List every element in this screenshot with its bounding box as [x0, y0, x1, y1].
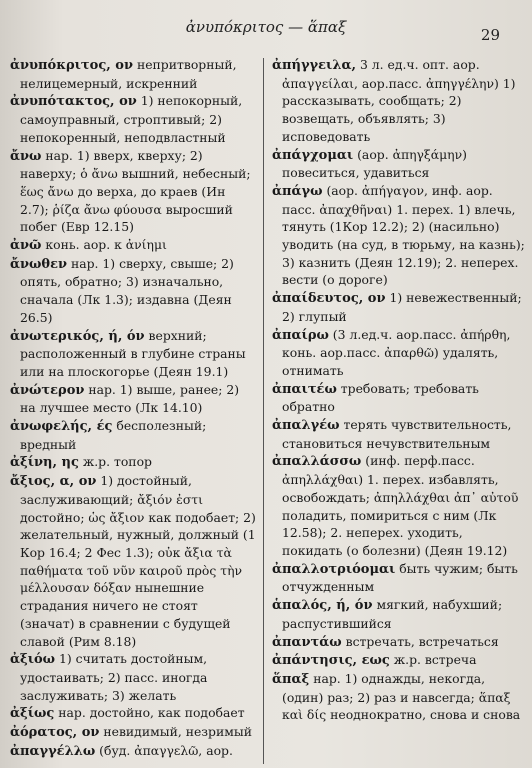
- dictionary-entry: [10, 417, 256, 453]
- dictionary-entry: [272, 326, 526, 380]
- entry-headword: ἀνώτερον: [10, 382, 85, 398]
- running-title: ἀνυπόκριτος — ἅπαξ: [185, 18, 347, 36]
- entry-definition: конь. аор. к ἀνίημι: [45, 237, 167, 253]
- entry-headword: ἀπήγγειλα,: [272, 58, 356, 73]
- dictionary-entry: [272, 182, 526, 289]
- entry-definition: встречать, встречаться: [345, 633, 499, 649]
- entry-headword: ἀπάντησις, εως: [272, 653, 390, 669]
- dictionary-entry: [10, 327, 256, 381]
- entry-definition: нар. 1) однажды, некогда, (один) раз; 2) раз и навсегда; ἅπαξ καὶ δίς неоднократно, снова и снова: [282, 670, 521, 723]
- entry-definition: (3 л.ед.ч. аор.пасс. ἀπήρθη, конь. аор.пасс. ἀπαρθῶ) удалять, отнимать: [282, 326, 511, 378]
- dictionary-entry: [10, 650, 256, 704]
- dictionary-entry: [272, 56, 526, 146]
- entry-definition: быть чужим; быть отчужденным: [282, 560, 518, 595]
- entry-definition: невидимый, незримый: [103, 724, 253, 740]
- entry-definition: 1) считать достойным, удостаивать; 2) пасс. иногда заслуживать; 3) желать: [20, 651, 208, 703]
- entry-definition: непритворный, нелицемерный, искренний: [20, 57, 237, 91]
- entry-headword: ἀνωφελής, ές: [10, 419, 113, 435]
- entry-definition: нар. 1) выше, ранее; 2) на лучшее место (Лк 14.10): [20, 381, 240, 416]
- entry-definition: нар. 1) сверху, свыше; 2) опять, обратно; 3) изначально, сначала (Лк 1.3); издавна (Деян 26.5): [20, 255, 234, 325]
- entry-definition: нар. 1) вверх, кверху; 2) наверху; ὁ ἄνω вышний, небесный; ἕως ἄνω до верха, до краев (Ин 2.7); ῥίζα ἄνω φύουσα выросший побег (Евр 12.15): [20, 147, 251, 235]
- page-number: 29: [480, 26, 500, 44]
- entry-definition: мягкий, набухший; распустившийся: [282, 597, 503, 631]
- entry-definition: 1) невежественный; 2) глупый: [282, 290, 522, 324]
- entry-headword: ἀπαίδευτος, ον: [272, 291, 386, 307]
- dictionary-entry: [272, 651, 526, 670]
- column-divider: [263, 58, 264, 764]
- dictionary-entry: [10, 472, 256, 650]
- dictionary-entry: [272, 416, 526, 452]
- entry-headword: ἀνυπότακτος, ον: [10, 94, 137, 110]
- dictionary-entry: [272, 452, 526, 559]
- entry-definition: 3 л. ед.ч. опт. аор. ἀπαγγείλαι, аор.пасс. ἀπηγγέλην) 1) рассказывать, сообщать; 2) возвещать, объявлять; 3) исповедовать: [282, 57, 516, 144]
- dictionary-entry: [272, 596, 526, 632]
- dictionary-entry: [10, 704, 256, 723]
- entry-headword: ἅπαξ: [272, 671, 310, 687]
- entry-headword: ἀπαλγέω: [272, 418, 340, 434]
- left-column: [10, 56, 256, 764]
- entry-headword: ἀνυπόκριτος, ον: [10, 58, 133, 73]
- dictionary-entry: [272, 146, 526, 182]
- entry-definition: (буд. ἀπαγγελῶ, аор.: [99, 742, 233, 758]
- right-column: [272, 56, 526, 764]
- dictionary-entry: [10, 92, 256, 146]
- entry-definition: ж.р. встреча: [393, 652, 477, 668]
- entry-headword: ἁπαλός, ή, όν: [272, 598, 373, 614]
- dictionary-entry: [272, 560, 526, 596]
- entry-definition: требовать; требовать обратно: [282, 380, 479, 415]
- dictionary-entry: [272, 633, 526, 652]
- entry-definition: ж.р. топор: [82, 454, 152, 470]
- entry-headword: ἀόρατος, ον: [10, 725, 100, 741]
- entry-headword: ἀπαλλοτριόομαι: [272, 561, 396, 577]
- entry-headword: ἄνωθεν: [10, 256, 67, 272]
- dictionary-entry: [10, 742, 256, 761]
- dictionary-entry: [272, 380, 526, 416]
- entry-headword: ἀνωτερικός, ή, όν: [10, 328, 145, 344]
- dictionary-entry: [272, 289, 526, 325]
- entry-definition: 1) непокорный, самоуправный, строптивый; 2) непокоренный, неподвластный: [20, 93, 243, 145]
- entry-definition: верхний; расположенный в глубине страны или на плоскогорье (Деян 19.1): [20, 327, 246, 379]
- dictionary-entry: [10, 723, 256, 742]
- entry-headword: ἀπαλλάσσω: [272, 454, 362, 470]
- dictionary-entry: [10, 381, 256, 417]
- entry-definition: (аор. ἀπηγξάμην) повеситься, удавиться: [282, 146, 467, 181]
- entry-headword: ἀξίνη, ης: [10, 455, 79, 471]
- entry-definition: терять чувствительность, становиться нечувствительным: [282, 417, 512, 451]
- entry-headword: ἀξίως: [10, 706, 55, 722]
- entry-headword: ἀπαιτέω: [272, 381, 337, 397]
- entry-headword: ἀπάγχομαι: [272, 147, 354, 163]
- entry-headword: ἀνῶ: [10, 238, 42, 254]
- entry-definition: (аор. ἀπήγαγον, инф. аор. пасс. ἀπαχθῆναι) 1. перех. 1) влечь, тянуть (1Кор 12.2); 2) (насильно) уводить (на суд, в тюрьму, на казнь); 3) казнить (Деян 12.19); 2. неперех. вести (о дороге): [282, 182, 525, 288]
- entry-definition: 1) достойный, заслуживающий; ἄξιόν ἐστι достойно; ὡς ἄξιον как подобает; 2) желательный, нужный, должный (1 Кор 16.4; 2 Фес 1.3); οὐκ ἄξια τὰ παθήματα τοῦ νῦν καιροῦ πρὸς τὴν μέλλουσαν δόξαν нынешние страдания ничего не стоят (значат) в сравнении с будущей славой (Рим 8.18): [20, 473, 256, 649]
- entry-headword: ἀπαγγέλλω: [10, 743, 96, 759]
- dictionary-entry: [272, 670, 526, 724]
- dictionary-entry: [10, 56, 256, 92]
- entry-definition: нар. достойно, как подобает: [58, 705, 245, 721]
- entry-headword: ἀπαίρω: [272, 327, 329, 343]
- dictionary-entry: [10, 453, 256, 472]
- entry-headword: ἀπαντάω: [272, 634, 342, 650]
- entry-headword: ἄνω: [10, 148, 42, 164]
- dictionary-entry: [10, 255, 256, 327]
- entry-definition: (инф. перф.пасс. ἀπηλλάχθαι) 1. перех. избавлять, освобождать; ἀπηλλάχθαι ἀπ᾽ αὐτοῦ поладить, помириться с ним (Лк 12.58); 2. неперех. уходить, покидать (о болезни) (Деян 19.12): [282, 453, 519, 558]
- entry-definition: бесполезный; вредный: [20, 418, 207, 452]
- entry-headword: ἀξιόω: [10, 652, 56, 668]
- dictionary-entry: [10, 147, 256, 237]
- entry-headword: ἀπάγω: [272, 183, 323, 199]
- entry-headword: ἄξιος, α, ον: [10, 474, 97, 490]
- dictionary-entry: [10, 236, 256, 255]
